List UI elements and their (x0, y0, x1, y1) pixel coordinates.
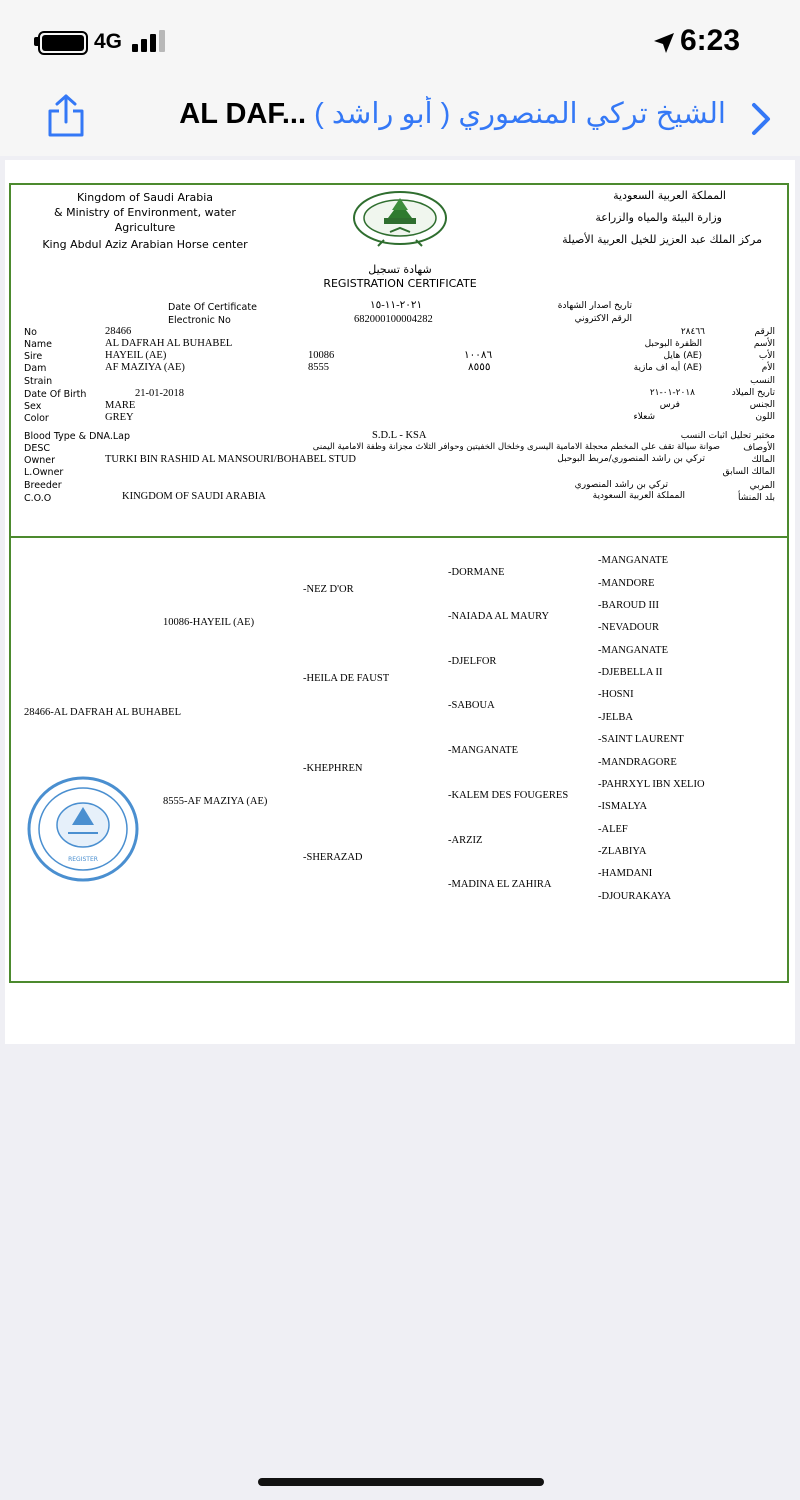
pedigree-gen2: -HEILA DE FAUST (303, 673, 390, 684)
field-value-ar: ٢٠١٨-٠١-٢١ (649, 388, 695, 398)
field-label: No (24, 327, 37, 338)
field-value: MARE (105, 400, 136, 411)
field-value: AF MAZIYA (AE) (105, 362, 185, 373)
field-label: Color (24, 413, 49, 424)
field-value: 28466 (105, 326, 132, 337)
pedigree-gen4: -NEVADOUR (598, 622, 660, 633)
clock: 6:23 (680, 24, 741, 57)
pedigree-gen4: -MANGANATE (598, 555, 668, 566)
field-value: KINGDOM OF SAUDI ARABIA (122, 491, 266, 502)
field-label-ar: المالك (751, 455, 775, 465)
pedigree-sire: 10086-HAYEIL (AE) (163, 617, 255, 628)
field-value-ar: صوانة سيالة تقف على المخطم محجلة الامامية اليسرى وخلخال الخفيتين وحوافر الثلاث مجزانة وظفة الامامية اليمنى (312, 442, 720, 452)
pedigree-gen4: -ZLABIYA (598, 846, 647, 857)
signal-icon (132, 30, 172, 52)
section-divider (9, 536, 789, 538)
field-value: HAYEIL (AE) (105, 350, 167, 361)
field-number: 8555 (308, 362, 329, 373)
header-en (30, 190, 260, 252)
field-label: L.Owner (24, 467, 64, 478)
field-label: Dam (24, 363, 47, 374)
battery-icon (38, 31, 88, 55)
pedigree-gen3: -MADINA EL ZAHIRA (448, 879, 552, 890)
field-label: Sex (24, 401, 42, 412)
field-value-ar: المملكة العربية السعودية (592, 491, 685, 501)
field-value: TURKI BIN RASHID AL MANSOURI/BOHABEL STUD (105, 454, 356, 465)
header-en-line: King Abdul Aziz Arabian Horse center (42, 238, 248, 251)
field-label-ar: المالك السابق (722, 467, 775, 477)
field-label: Strain (24, 376, 53, 387)
pedigree-subject: 28466-AL DAFRAH AL BUHABEL (24, 707, 182, 718)
date-label-ar: تاريخ اصدار الشهادة (557, 301, 632, 311)
field-value-ar: (AE) هايل (663, 351, 702, 361)
field-label-ar: اللون (755, 412, 775, 422)
header-en-line: & Ministry of Environment, water (54, 206, 236, 219)
pedigree-gen4: -BAROUD III (598, 600, 659, 611)
field-label-ar: الأسم (753, 339, 775, 349)
pedigree-gen4: -ISMALYA (598, 801, 648, 812)
document-title-ar: الشيخ تركي المنصوري ( أبو راشد ) (314, 98, 726, 130)
document-title-en: AL DAF... (179, 98, 307, 130)
share-icon[interactable] (46, 94, 86, 138)
field-number-ar: ٨٥٥٥ (468, 362, 491, 373)
field-value: S.D.L - KSA (372, 430, 427, 441)
pedigree-gen4: -MANDORE (598, 578, 655, 589)
electronic-label-ar: الرقم الاكتروني (574, 314, 632, 324)
pedigree-gen4: -SAINT LAURENT (598, 734, 684, 745)
pedigree-gen4: -PAHRXYL IBN XELIO (598, 779, 705, 790)
field-label: C.O.O (24, 493, 52, 504)
field-label-ar: النسب (750, 376, 775, 386)
field-number: 10086 (308, 350, 335, 361)
field-label: DESC (24, 443, 50, 454)
stamp-text: REGISTER (68, 856, 98, 863)
field-label-ar: الجنس (749, 400, 775, 410)
cert-title-ar: شهادة تسجيل (368, 263, 432, 276)
pedigree-gen2: -KHEPHREN (303, 763, 363, 774)
pedigree-gen2: -NEZ D'OR (303, 584, 354, 595)
location-arrow-icon (652, 31, 676, 55)
chevron-right-icon[interactable] (748, 102, 774, 136)
pedigree-dam: 8555-AF MAZIYA (AE) (163, 796, 268, 807)
pedigree-gen3: -NAIADA AL MAURY (448, 611, 550, 622)
field-label-ar: المربي (749, 481, 775, 491)
pedigree-gen3: -MANGANATE (448, 745, 518, 756)
field-label-ar: الأوصاف (743, 443, 775, 453)
pedigree-gen4: -MANGANATE (598, 645, 668, 656)
field-label: Date Of Birth (24, 389, 87, 400)
field-label: Owner (24, 455, 56, 466)
field-value-ar: تركي بن راشد المنصوري (574, 480, 668, 490)
field-label-ar: الأم (761, 363, 775, 373)
pedigree-gen2: -SHERAZAD (303, 852, 363, 863)
field-label: Blood Type & DNA.Lap (24, 431, 131, 442)
field-value-ar: (AE) أيه اف مازية (633, 363, 702, 373)
header-ar-line: مركز الملك عبد العزيز للخيل العربية الأصيلة (562, 233, 762, 246)
pedigree-gen4: -ALEF (598, 824, 628, 835)
network-type: 4G (94, 30, 123, 53)
field-label: Name (24, 339, 53, 350)
electronic-value: 682000100004282 (354, 314, 433, 325)
field-number-ar: ١٠٠٨٦ (464, 350, 493, 361)
field-value-ar: الظفرة البوحبل (644, 339, 702, 349)
pedigree-gen3: -SABOUA (448, 700, 495, 711)
document-title (100, 96, 726, 140)
field-value-ar: فرس (659, 400, 680, 410)
date-label: Date Of Certificate (168, 302, 257, 313)
pedigree-gen4: -DJEBELLA II (598, 667, 663, 678)
pedigree-gen4: -MANDRAGORE (598, 757, 677, 768)
pedigree-gen3: -KALEM DES FOUGERES (448, 790, 569, 801)
field-value-ar: تركي بن راشد المنصوري/مربط البوحبل (557, 454, 705, 464)
home-indicator[interactable] (258, 1478, 544, 1486)
header-ar (520, 188, 762, 247)
pedigree-gen3: -DJELFOR (448, 656, 497, 667)
pedigree-gen4: -JELBA (598, 712, 633, 723)
field-label-ar: الرقم (754, 327, 775, 337)
header-en-line: Agriculture (114, 221, 176, 234)
field-label-ar: الأب (758, 351, 775, 361)
field-value: 21-01-2018 (135, 388, 184, 399)
battery-cap (34, 37, 38, 46)
header-en-line: Kingdom of Saudi Arabia (76, 191, 214, 204)
field-label-ar: مختبر تحليل اثبات النسب (680, 431, 775, 441)
field-label: Sire (24, 351, 43, 362)
pedigree-gen3: -ARZIZ (448, 835, 483, 846)
pedigree-gen3: -DORMANE (448, 567, 505, 578)
field-value: GREY (105, 412, 134, 423)
field-value: AL DAFRAH AL BUHABEL (105, 338, 233, 349)
seal-stamp-icon (26, 775, 140, 883)
cert-title-en: REGISTRATION CERTIFICATE (323, 277, 477, 290)
field-label-ar: بلد المنشأ (737, 493, 775, 503)
pedigree-gen4: -HOSNI (598, 689, 634, 700)
field-label-ar: تاريخ الميلاد (731, 388, 775, 398)
field-label: Breeder (24, 480, 62, 491)
field-value-ar: ٢٨٤٦٦ (680, 327, 705, 337)
center-logo-icon (348, 188, 452, 254)
header-ar-line: وزارة البيئة والمياه والزراعة (595, 211, 722, 224)
header-ar-line: المملكة العربية السعودية (613, 189, 726, 202)
pedigree-gen4: -DJOURAKAYA (598, 891, 672, 902)
pedigree-gen4: -HAMDANI (598, 868, 653, 879)
date-value: ٢٠٢١-١١-١٥ (370, 300, 423, 311)
field-value-ar: شعلاء (633, 412, 655, 422)
electronic-label: Electronic No (168, 315, 231, 326)
